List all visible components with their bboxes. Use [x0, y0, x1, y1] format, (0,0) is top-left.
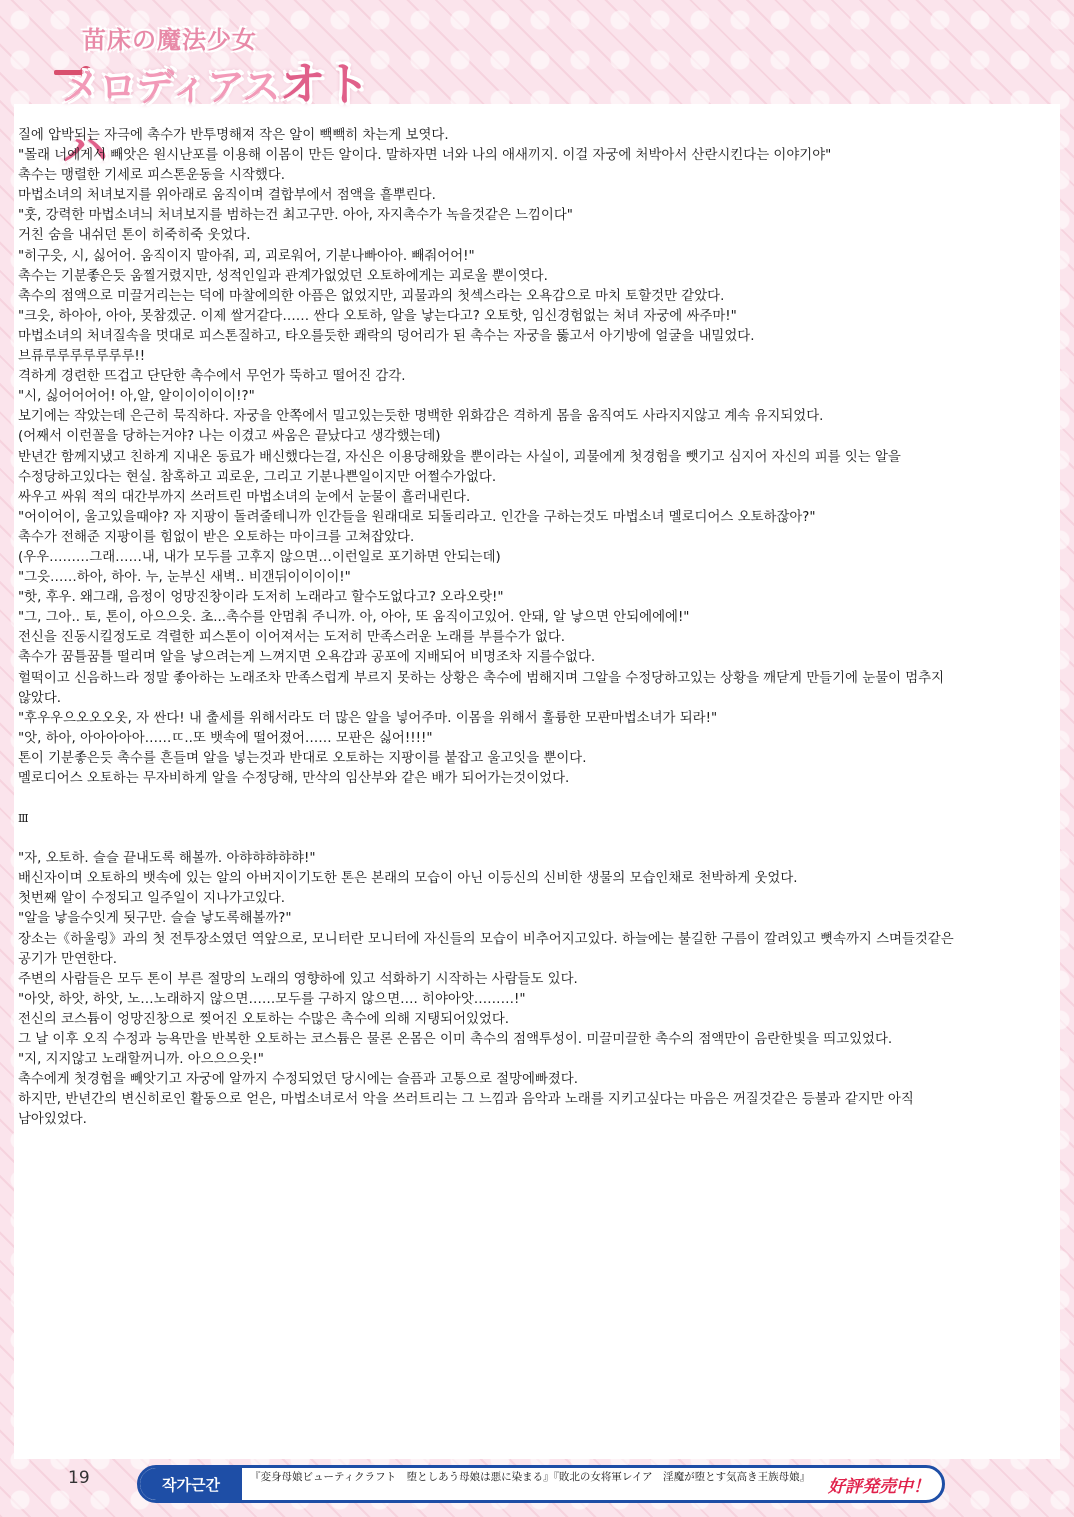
- footer-badge: 好評発売中！: [828, 1477, 930, 1497]
- body-line: 수정당하고있다는 현실. 참혹하고 괴로운, 그리고 기분나쁜일이지만 어쩔수가없다.: [18, 469, 497, 485]
- title-line2-b: オトハ: [62, 57, 370, 177]
- title-line1: 苗床の魔法少女: [82, 25, 257, 54]
- body-line: 톤이 기분좋은듯 촉수를 흔들며 알을 넣는것과 반대로 오토하는 지팡이를 붙잡고 울고잇을 뿐이다.: [18, 750, 587, 766]
- body-line: "시, 싫어어어어! 아,알, 알이이이이이!?": [18, 389, 255, 405]
- body-line: "앗, 하아, 아아아아아……ㄸ..또 뱃속에 떨어졌어…… 모판은 싫어!!!!": [18, 730, 433, 746]
- body-line: 촉수가 꿈틀꿈틀 떨리며 알을 낳으려는게 느껴지면 오욕감과 공포에 지배되어 비명조차 지를수없다.: [18, 650, 596, 666]
- footer-ad-bar: [137, 1465, 945, 1503]
- body-line: 싸우고 싸워 적의 대간부까지 쓰러트린 마법소녀의 눈에서 눈물이 흘러내린다.: [18, 489, 471, 505]
- body-line: 촉수에게 첫경험을 빼앗기고 자궁에 알까지 수정되었던 당시에는 슬픔과 고통으로 절망에빠졌다.: [18, 1072, 578, 1088]
- body-line: 전신의 코스튬이 엉망진창으로 찢어진 오토하는 수많은 촉수에 의해 지탱되어있었다.: [18, 1011, 510, 1027]
- body-line: 반년간 함께지냈고 친하게 지내온 동료가 배신했다는걸, 자신은 이용당해왔을 뿐이라는 사실이, 괴물에게 첫경험을 뺏기고 심지어 자신의 피를 잇는 알을: [18, 449, 901, 465]
- body-line: 촉수는 기분좋은듯 움찔거렸지만, 성적인일과 관계가없었던 오토하에게는 괴로울 뿐이엿다.: [18, 268, 548, 284]
- body-line: "지, 지지않고 노래할꺼니까. 아으으으읏!": [18, 1052, 264, 1068]
- body-line: (어째서 이런꼴을 당하는거야? 나는 이겼고 싸움은 끝났다고 생각했는데): [18, 429, 441, 445]
- body-line: 않았다.: [18, 690, 62, 706]
- body-line: "후우우으오오오옷, 자 싼다! 내 출세를 위해서라도 더 많은 알을 넣어주마. 이몸을 위해서 훌륭한 모판마법소녀가 되라!": [18, 710, 718, 726]
- body-line: 공기가 만연한다.: [18, 951, 118, 967]
- story-body: [18, 126, 1054, 1131]
- footer-label: 작가근간: [140, 1468, 242, 1500]
- body-line: "히구읏, 시, 싫어어. 움직이지 말아줘, 괴, 괴로워어, 기분나빠아아. 빼줘어어!": [18, 248, 475, 264]
- body-line: 보기에는 작았는데 은근히 묵직하다. 자궁을 안쪽에서 밀고있는듯한 명백한 위화감은 격하게 몸을 움직여도 사라지지않고 계속 유지되었다.: [18, 409, 824, 425]
- body-line: 브류루루루루루루루!!: [18, 349, 146, 365]
- body-line: 촉수가 전해준 지팡이를 힘없이 받은 오토하는 마이크를 고쳐잡았다.: [18, 529, 415, 545]
- blank-line: [18, 829, 1054, 849]
- body-line: 마법소녀의 처녀질속을 멋대로 피스톤질하고, 타오를듯한 쾌락의 덩어리가 된 촉수는 자궁을 뚫고서 아기방에 얼굴을 내밀었다.: [18, 328, 755, 344]
- body-line: "어이어이, 울고있을때야? 자 지팡이 돌려줄테니까 인간들을 원래대로 되돌리라고. 인간을 구하는것도 마법소녀 멜로디어스 오토하잖아?": [18, 509, 816, 525]
- body-line: "자, 오토하. 슬슬 끝내도록 해볼까. 아햐햐햐햐햐!": [18, 851, 316, 867]
- body-line: "그, 그아.. 토, 톤이, 아으으읏. 초...촉수를 안멈춰 주니까. 아, 아아, 또 움직이고있어. 안돼, 알 낳으면 안되에에에!": [18, 610, 690, 626]
- body-line: 전신을 진동시킬정도로 격렬한 피스톤이 이어져서는 도저히 만족스러운 노래를 부를수가 없다.: [18, 630, 566, 646]
- body-line: "알을 낳을수잇게 됫구만. 슬슬 낳도록해볼까?": [18, 911, 292, 927]
- body-line: 첫번째 알이 수정되고 일주일이 지나가고있다.: [18, 891, 286, 907]
- body-line: 질에 압박되는 자극에 촉수가 반투명해져 작은 알이 빽빽히 차는게 보엿다.: [18, 128, 449, 143]
- body-line: 배신자이며 오토하의 뱃속에 있는 알의 아버지이기도한 톤은 본래의 모습이 아닌 이등신의 신비한 생물의 모습인채로 천박하게 웃었다.: [18, 871, 798, 887]
- body-line: "그읏……하아, 하아. 누, 눈부신 새벽.. 비갠뒤이이이이!": [18, 570, 351, 586]
- body-line: 촉수는 맹렬한 기세로 피스톤운동을 시작했다.: [18, 168, 286, 184]
- body-line: 마법소녀의 처녀보지를 위아래로 움직이며 결합부에서 점액을 흩뿌린다.: [18, 188, 436, 204]
- footer: [0, 1457, 1074, 1517]
- body-line: "크읏, 하아아, 아아, 못참겠군. 이제 쌀거같다…… 싼다 오토하, 알을 낳는다고? 오토핫, 임신경험없는 처녀 자궁에 싸주마!": [18, 308, 737, 324]
- body-line: 하지만, 반년간의 변신히로인 활동으로 얻은, 마법소녀로서 악을 쓰러트리는 그 느낌과 음악과 노래를 지키고싶다는 마음은 꺼질것같은 등불과 같지만 아직: [18, 1092, 914, 1108]
- blank-line: [18, 789, 1054, 809]
- body-line: 거친 숨을 내쉬던 톤이 히죽히죽 웃었다.: [18, 228, 251, 244]
- body-line: (우우………그래……내, 내가 모두를 고후지 않으면…이런일로 포기하면 안되는데): [18, 549, 501, 565]
- section-marker: Ⅲ: [18, 812, 29, 826]
- body-line: "아앗, 하앗, 하앗, 노…노래하지 않으면……모두를 구하지 않으면…. 히야아앗………!": [18, 991, 526, 1007]
- body-line: 장소는《하울링》과의 첫 전투장소였던 역앞으로, 모니터란 모니터에 자신들의 모습이 비추어지고있다. 하늘에는 불길한 구름이 깔려있고 뼛속까지 스며들것같은: [18, 931, 954, 947]
- body-line: "핫, 후우. 왜그래, 음정이 엉망진창이라 도저히 노래라고 할수도없다고? 오라오랏!": [18, 590, 504, 606]
- body-line: 촉수의 점액으로 미끌거리는는 덕에 마찰에의한 아픔은 없었지만, 괴물과의 첫섹스라는 오욕감으로 마치 토할것만 같았다.: [18, 288, 725, 304]
- body-line: 헐떡이고 신음하느라 정말 좋아하는 노래조차 만족스럽게 부르지 못하는 상황은 촉수에 범해지며 그알을 수정당하고있는 상황을 깨닫게 만들기에 눈물이 멈추지: [18, 670, 945, 686]
- body-line: 그 날 이후 오직 수정과 능욕만을 반복한 오토하는 코스튬은 물론 온몸은 이미 촉수의 점액투성이. 미끌미끌한 촉수의 점액만이 음란한빛을 띄고있었다.: [18, 1032, 893, 1048]
- body-line: 주변의 사람들은 모두 톤이 부른 절망의 노래의 영향하에 있고 석화하기 시작하는 사람들도 있다.: [18, 971, 578, 987]
- body-line: 남아있었다.: [18, 1112, 87, 1128]
- title-line2-a: メロディアス: [62, 65, 280, 109]
- body-line: 격하게 경련한 뜨겁고 단단한 촉수에서 무언가 뚝하고 떨어진 감각.: [18, 369, 406, 385]
- footer-text: 『変身母娘ビューティクラフト 堕としあう母娘は悪に染まる』『敗北の女将軍レイア 淫魔が堕とす気高き王族母娘』: [250, 1471, 811, 1483]
- body-line: "훗, 강력한 마법소녀늬 처녀보지를 범하는건 최고구만. 아아, 자지촉수가 녹을것같은 느낌이다": [18, 208, 573, 224]
- body-line: 멜로디어스 오토하는 무자비하게 알을 수정당해, 만삭의 임산부와 같은 배가 되어가는것이었다.: [18, 771, 570, 786]
- page-number: 19: [68, 1468, 90, 1488]
- body-line: "몰래 너에게서 빼앗은 원시난포를 이용해 이몸이 만든 알이다. 말하자면 너와 나의 애새끼지. 이걸 자궁에 처박아서 산란시킨다는 이야기야": [18, 148, 832, 164]
